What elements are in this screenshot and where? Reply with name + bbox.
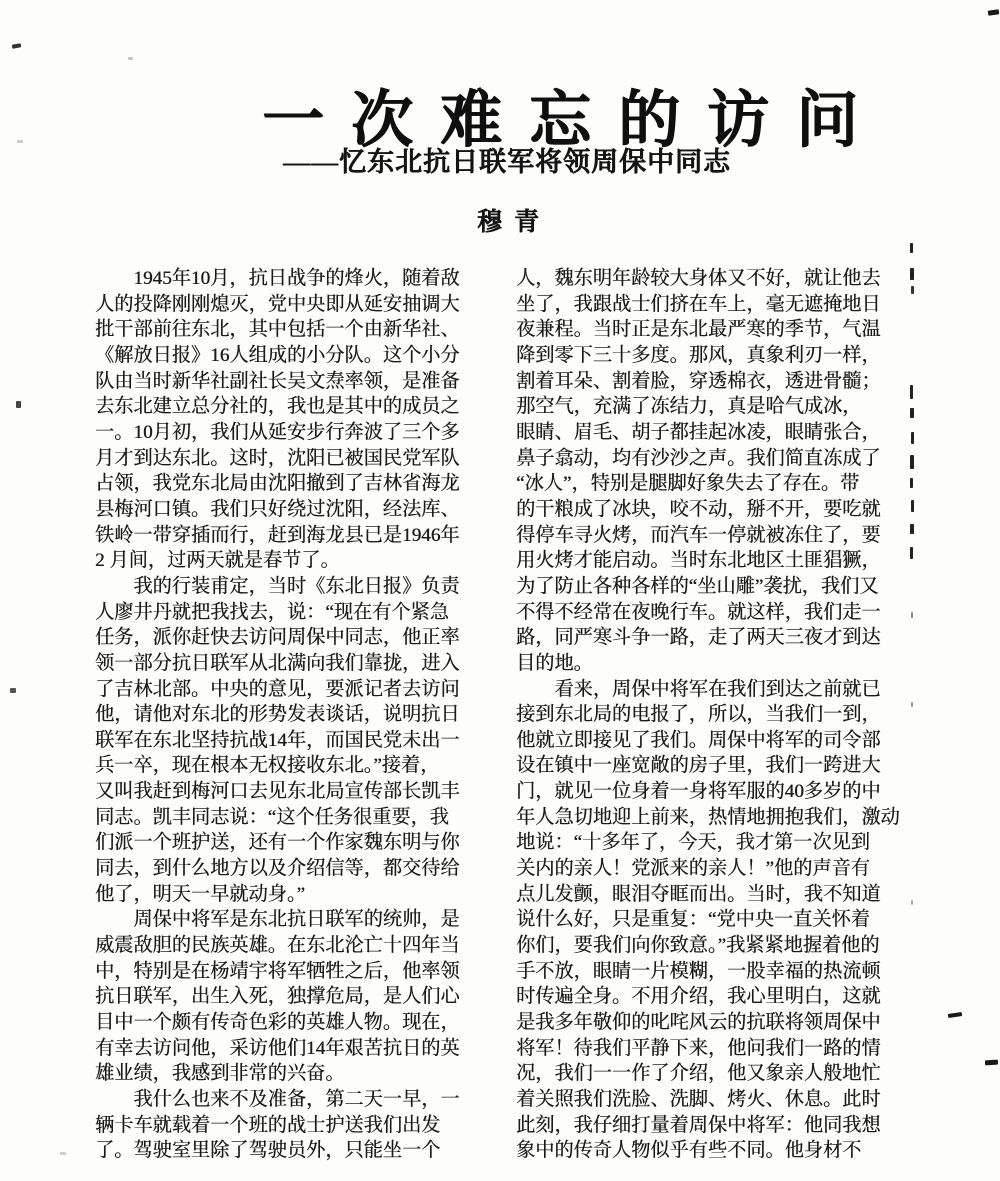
text-line: 关内的亲人！党派来的亲人！”他的声音有 (516, 858, 870, 880)
text-line: 得停车寻火烤，而汽车一停就被冻住了，要 (516, 524, 881, 546)
text-line: 说什么好，只是重复：“党中央一直关怀着 (516, 909, 870, 931)
scan-speck (911, 900, 913, 905)
text-line: 看来，周保中将军在我们到达之前就已 (516, 678, 881, 700)
text-line: 地说：“十多年了，今天，我才第一次见到 (516, 832, 870, 854)
left-text-column (95, 266, 501, 1164)
text-line: 降到零下三十多度。那风，真象利刃一样， (516, 344, 881, 366)
text-line: 此刻，我仔细打量着周保中将军：他同我想 (516, 1114, 881, 1136)
text-line: 我的行装甫定，当时《东北日报》负责 (95, 575, 460, 597)
scan-speck (985, 1060, 998, 1066)
text-line: 占领，我党东北局由沈阳撤到了吉林省海龙 (95, 473, 460, 495)
text-line: 了。驾驶室里除了驾驶员外，只能坐一个 (95, 1140, 441, 1162)
text-line: 批干部前往东北，其中包括一个由新华社、 (95, 319, 460, 341)
text-line: 眼睛、眉毛、胡子都挂起冰凌，眼睛张合， (516, 421, 881, 443)
text-line: 铁岭一带穿插而行，赶到海龙县已是1946年 (95, 524, 460, 546)
text-line: 辆卡车就载着一个班的战士护送我们出发 (95, 1114, 441, 1136)
text-line: 人，魏东明年龄较大身体又不好，就让他去 (516, 268, 881, 289)
text-line: 又叫我赶到梅河口去见东北局宣传部长凯丰 (95, 781, 460, 803)
text-line: 一。10月初，我们从延安步行奔波了三个多 (95, 421, 460, 443)
scan-speck (911, 432, 914, 444)
text-line: 为了防止各种各样的“坐山雕”袭扰，我们又 (516, 575, 879, 597)
text-line: 同去，到什么地方以及介绍信等，都交待给 (95, 858, 460, 880)
scan-speck (12, 43, 22, 49)
text-line: 接到东北局的电报了，所以，当我们一到， (516, 704, 881, 726)
text-line: 目中一个颇有传奇色彩的英雄人物。现在， (95, 1012, 460, 1034)
text-line: “冰人”，特别是腿脚好象失去了存在。带 (516, 473, 860, 495)
text-line: 任务，派你赶快去访问周保中同志，他正率 (95, 627, 460, 649)
scan-speck (988, 9, 1000, 15)
text-line: 是我多年敬仰的叱咤风云的抗联将领周保中 (516, 1012, 881, 1034)
text-line: 雄业绩，我感到非常的兴奋。 (95, 1063, 345, 1085)
text-line: 设在镇中一座宽敞的房子里，我们一跨进大 (516, 755, 881, 777)
scan-speck (911, 286, 914, 294)
text-line: 中，特别是在杨靖宇将军牺牲之后，他率领 (95, 960, 460, 982)
text-line: 象中的传奇人物似乎有些不同。他身材不 (516, 1140, 862, 1162)
right-text-column (516, 266, 922, 1164)
text-line: 况，我们一一作了介绍，他又象亲人般地忙 (516, 1063, 881, 1085)
scan-speck (911, 500, 914, 512)
text-line: 2 月间，过两天就是春节了。 (95, 550, 340, 572)
scan-speck (910, 243, 913, 253)
scan-speck (948, 1012, 962, 1018)
text-line: 手不放，眼睛一片模糊，一股幸福的热流顿 (516, 960, 881, 982)
article-subtitle: ——忆东北抗日联军将领周保中同志 (283, 147, 731, 177)
text-line: 同志。凯丰同志说：“这个任务很重要，我 (95, 806, 449, 828)
text-line: 抗日联军，出生入死，独撑危局，是人们心 (95, 986, 460, 1008)
text-line: 兵一卒，现在根本无权接收东北。”接着， (95, 755, 440, 777)
text-line: 用火烤才能启动。当时东北地区土匪猖獗， (516, 550, 881, 572)
text-line: 去东北建立总分社的，我也是其中的成员之 (95, 396, 460, 418)
scan-speck (17, 140, 23, 143)
text-line: 坐了，我跟战士们挤在车上，毫无遮掩地日 (516, 293, 881, 315)
text-line: 时传遍全身。不用介绍，我心里明白，这就 (516, 986, 881, 1008)
text-line: 路，同严寒斗争一路，走了两天三夜才到达 (516, 627, 881, 649)
text-line: 的干粮成了冰块，咬不动，掰不开，要吃就 (516, 498, 881, 520)
text-line: 《解放日报》16人组成的小分队。这个小分 (95, 344, 460, 366)
text-line: 着关照我们洗脸、洗脚、烤火、休息。此时 (516, 1089, 881, 1110)
scan-speck (10, 688, 16, 693)
text-line: 人廖井丹就把我找去，说：“现在有个紧急 (95, 601, 449, 623)
text-line: 那空气，充满了冻结力，真是哈气成冰， (516, 396, 862, 418)
text-line: 割着耳朵、割着脸，穿透棉衣，透进骨髓； (516, 370, 881, 392)
text-line: 威震敌胆的民族英雄。在东北沦亡十四年当 (95, 935, 460, 957)
text-line: 不得不经常在夜晚行车。就这样，我们走一 (516, 601, 881, 623)
scan-speck (910, 455, 914, 469)
text-line: 领一部分抗日联军从北满向我们靠拢，进入 (95, 652, 460, 674)
article-author: 穆青 (477, 209, 552, 236)
text-line: 了吉林北部。中央的意见，要派记者去访问 (95, 678, 460, 700)
text-line: 你们，要我们向你致意。”我紧紧地握着他的 (516, 935, 880, 957)
text-line: 人的投降刚刚熄灭，党中央即从延安抽调大 (95, 293, 460, 315)
scan-speck (910, 547, 913, 559)
text-line: 门，就见一位身着一身将军服的40多岁的中 (516, 781, 881, 803)
text-line: 将军！待我们平静下来，他问我们一路的情 (516, 1037, 881, 1059)
scan-speck (16, 401, 21, 408)
text-line: 队由当时新华社副社长吴文焘率领，是准备 (95, 370, 460, 392)
text-line: 县梅河口镇。我们只好绕过沈阳，经法库、 (95, 498, 460, 520)
text-line: 他了，明天一早就动身。” (95, 883, 305, 905)
text-line: 夜兼程。当时正是东北最严寒的季节，气温 (516, 319, 881, 341)
article-title: 一次难忘的访问 (262, 86, 886, 155)
text-line: 鼻子翕动，均有沙沙之声。我们简直冻成了 (516, 447, 881, 469)
scan-speck (910, 478, 913, 488)
scan-speck (910, 524, 914, 534)
text-line: 们派一个班护送，还有一个作家魏东明与你 (95, 832, 460, 854)
text-line: 目的地。 (516, 652, 593, 674)
scan-speck (910, 385, 913, 399)
scan-speck (60, 1152, 66, 1155)
text-line: 1945年10月，抗日战争的烽火，随着敌 (95, 268, 460, 289)
scan-speck (911, 702, 913, 707)
scan-speck (910, 268, 914, 280)
scan-speck (911, 612, 913, 618)
text-line: 我什么也来不及准备，第二天一早，一 (95, 1089, 460, 1110)
text-line: 周保中将军是东北抗日联军的统帅，是 (95, 909, 460, 931)
text-line: 月才到达东北。这时，沈阳已被国民党军队 (95, 447, 460, 469)
scan-speck (910, 408, 914, 418)
text-line: 年人急切地迎上前来，热情地拥抱我们，激动 (516, 806, 900, 828)
text-line: 联军在东北坚持抗战14年，而国民党未出一 (95, 729, 460, 751)
text-line: 他，请他对东北的形势发表谈话，说明抗日 (95, 704, 460, 726)
scan-speck (128, 57, 133, 60)
text-line: 他就立即接见了我们。周保中将军的司令部 (516, 729, 881, 751)
text-line: 点儿发颤，眼泪夺眶而出。当时，我不知道 (516, 883, 881, 905)
text-line: 有幸去访问他，采访他们14年艰苦抗日的英 (95, 1037, 460, 1059)
